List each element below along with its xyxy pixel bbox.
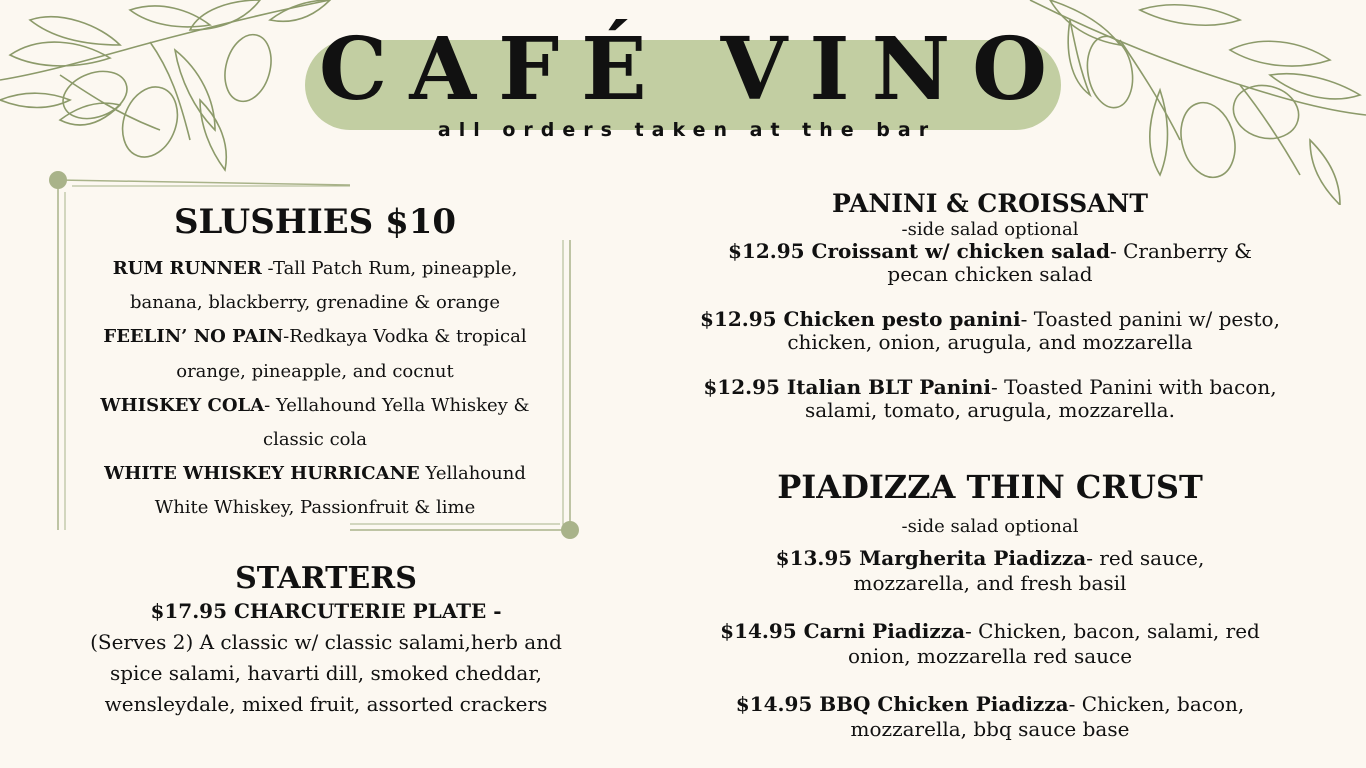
item-name: $14.95 BBQ Chicken Piadizza bbox=[735, 692, 1069, 716]
menu-item bbox=[660, 376, 1320, 421]
piadizza-section bbox=[660, 464, 1320, 741]
item-description: - red sauce, mozzarella, and fresh basil bbox=[853, 546, 1205, 595]
item-name: $12.95 Chicken pesto panini bbox=[700, 307, 1021, 331]
item-description: - Cranberry & pecan chicken salad bbox=[887, 239, 1252, 286]
item-name: $13.95 Margherita Piadizza bbox=[775, 546, 1087, 570]
piadizza-note: -side salad optional bbox=[901, 516, 1079, 537]
item-name: WHITE WHISKEY HURRICANE bbox=[104, 463, 420, 485]
item-description: - Toasted panini w/ pesto, chicken, onion, arugula, and mozzarella bbox=[787, 307, 1280, 354]
item-description: -Redkaya Vodka & tropical orange, pineapple, and cocnut bbox=[176, 326, 527, 382]
item-description: - Chicken, bacon, mozzarella, bbq sauce base bbox=[850, 692, 1245, 741]
menu-item bbox=[660, 619, 1320, 668]
panini-section bbox=[660, 188, 1320, 421]
menu-item bbox=[660, 546, 1320, 595]
panini-note: -side salad optional bbox=[901, 219, 1079, 240]
menu-item bbox=[70, 596, 582, 627]
item-name: RUM RUNNER bbox=[112, 258, 262, 279]
item-name: $12.95 Italian BLT Panini bbox=[703, 375, 992, 399]
item-description: - Toasted Panini with bacon, salami, tomato, arugula, mozzarella. bbox=[805, 375, 1277, 422]
menu-item bbox=[75, 252, 555, 320]
panini-heading: PANINI & CROISSANT bbox=[831, 189, 1148, 218]
item-name: FEELIN’ NO PAIN bbox=[103, 326, 284, 348]
slushies-section bbox=[75, 200, 555, 526]
menu-item bbox=[660, 692, 1320, 741]
item-description: Yellahound White Whiskey, Passionfruit & lime bbox=[154, 463, 526, 519]
item-name: $17.95 CHARCUTERIE PLATE - bbox=[150, 599, 502, 623]
item-name: WHISKEY COLA bbox=[100, 394, 265, 416]
item-description: (Serves 2) A classic w/ classic salami,herb and spice salami, havarti dill, smoked cheddar, wensleydale, mixed fruit, assorted crackers bbox=[90, 630, 562, 716]
cafe-title: CAFÉ VINO bbox=[318, 19, 1070, 120]
menu-item bbox=[660, 308, 1320, 353]
menu-item bbox=[75, 457, 555, 525]
item-name: $12.95 Croissant w/ chicken salad bbox=[728, 239, 1110, 263]
item-name: $14.95 Carni Piadizza bbox=[720, 619, 966, 643]
menu-item bbox=[660, 240, 1320, 285]
menu-item bbox=[75, 389, 555, 457]
cafe-subtitle: all orders taken at the bar bbox=[437, 119, 937, 141]
item-description: - Yellahound Yella Whiskey & classic cola bbox=[262, 394, 530, 451]
starters-section bbox=[70, 562, 582, 720]
item-description: - Chicken, bacon, salami, red onion, mozzarella red sauce bbox=[847, 619, 1260, 668]
piadizza-heading: PIADIZZA THIN CRUST bbox=[777, 468, 1203, 506]
menu-item bbox=[75, 320, 555, 388]
item-description: -Tall Patch Rum, pineapple, banana, blackberry, grenadine & orange bbox=[130, 258, 518, 314]
starters-heading: STARTERS bbox=[235, 561, 417, 596]
slushies-heading: SLUSHIES $10 bbox=[173, 202, 457, 242]
